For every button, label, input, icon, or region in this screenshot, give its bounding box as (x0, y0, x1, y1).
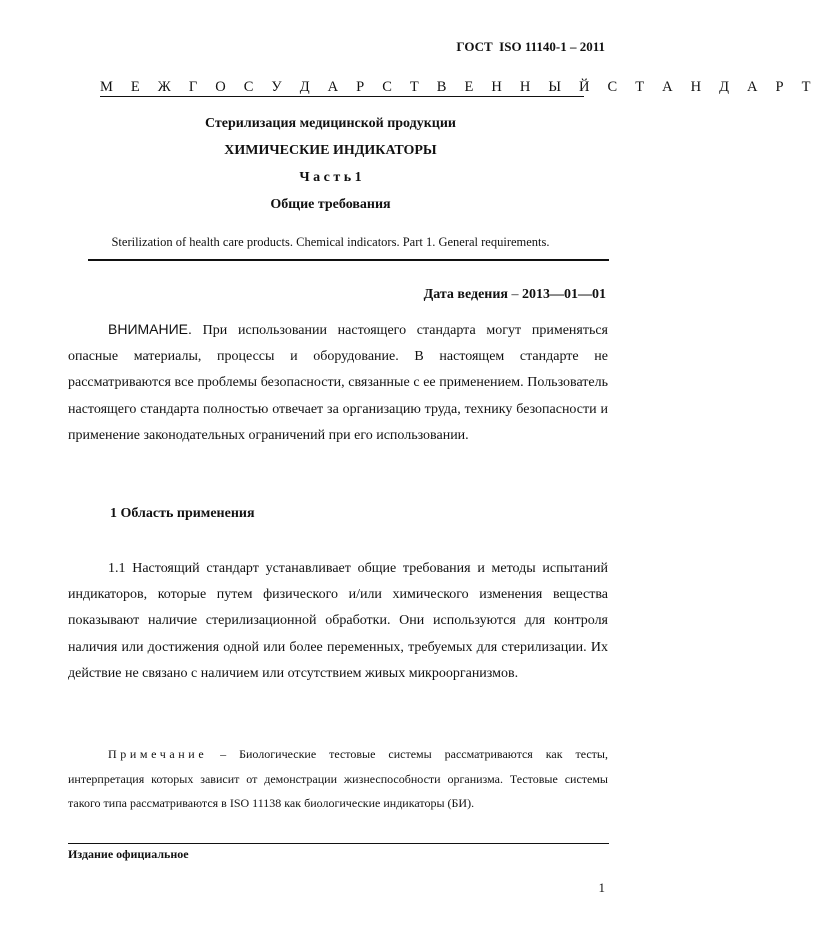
title-divider (88, 259, 609, 261)
edition-label: Издание официальное (68, 847, 189, 861)
section-heading: 1 Область применения (110, 506, 255, 521)
note-label: Примечание (108, 747, 208, 761)
introduction-date (424, 287, 606, 303)
warning-label: ВНИМАНИЕ. (108, 321, 192, 337)
page-number: 1 (598, 880, 605, 895)
scope-paragraph (68, 556, 608, 687)
document-code: ГОСТ ISO 11140-1 – 2011 (456, 39, 605, 54)
note-text: – Биологические тестовые системы рассматриваются как тесты, интерпретация которых зависит от демонстрации жизнеспособности организма. Тестовые системы такого типа рассматриваются в ISO 11138 как биологические индикаторы (БИ). (68, 747, 608, 810)
title-line-2: ХИМИЧЕСКИЕ ИНДИКАТОРЫ (224, 143, 437, 158)
scope-text: 1.1 Настоящий стандарт устанавливает общие требования и методы испытаний индикаторов, которые путем физического и/или химического изменения вещества показывают наличие стерилизационной обработки. Они используются для контроля наличия или достижения одной или более переменных, требуемых для стерилизации. Их действие не связано с наличием или отсутствием живых микроорганизмов. (68, 561, 608, 681)
footer-divider (68, 843, 609, 844)
note-paragraph (68, 742, 608, 816)
title-line-1: Стерилизация медицинской продукции (205, 116, 456, 131)
date-value: 2013—01—01 (522, 287, 606, 302)
warning-text: При использовании настоящего стандарта могут применяться опасные материалы, процессы и оборудование. В настоящем стандарте не рассматриваются все проблемы безопасности, связанные с ее применением. Пользователь настоящего стандарта полностью отвечает за организацию труда, технику безопасности и применение законодательных ограничений при его использовании. (68, 323, 608, 443)
interstate-standard-heading: М Е Ж Г О С У Д А Р С Т В Е Н Н Ы Й С Т А Н Д А Р Т (100, 79, 818, 95)
date-label: Дата ведения (423, 287, 508, 302)
date-separator: – (508, 287, 522, 302)
english-title: Sterilization of health care products. Chemical indicators. Part 1. General requirements. (111, 235, 550, 249)
title-part: Ч а с т ь 1 (299, 170, 362, 185)
title-subtitle: Общие требования (270, 197, 391, 212)
warning-paragraph (68, 316, 608, 449)
